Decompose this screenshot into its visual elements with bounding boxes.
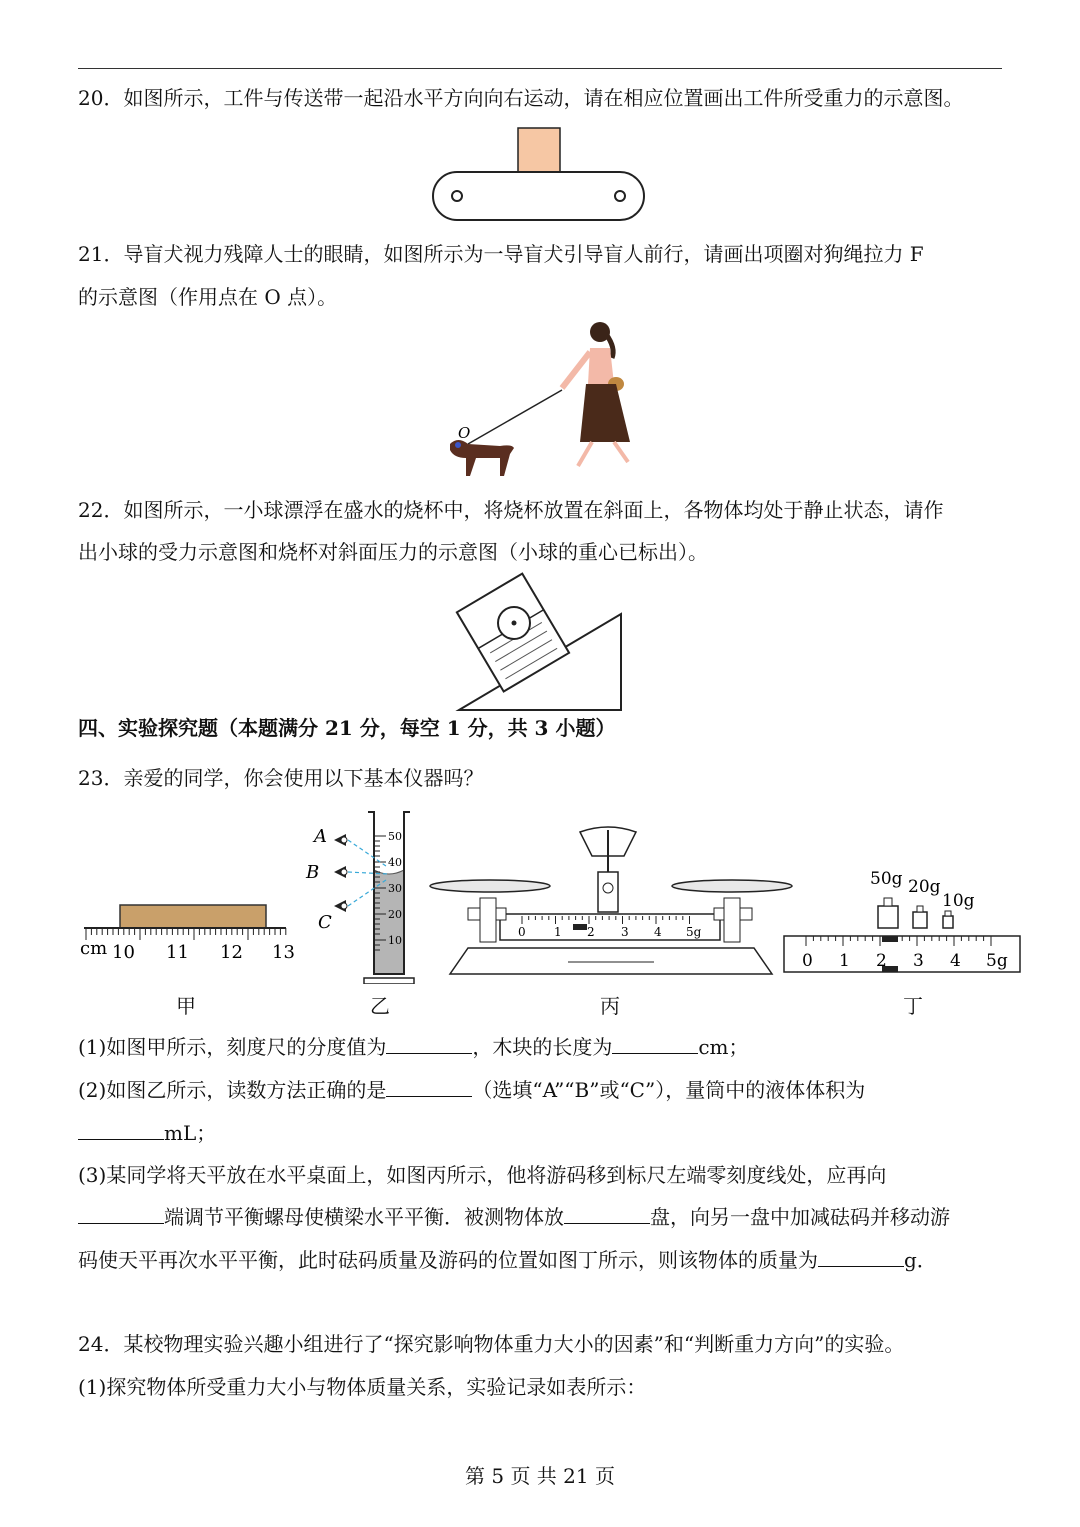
weights-figure: [782, 862, 1024, 976]
slider-scale-label: 0: [802, 951, 813, 971]
weight-label: 20g: [908, 877, 941, 897]
answer-blank[interactable]: [386, 1076, 472, 1097]
page-footer: 第 5 页 共 21 页: [465, 1464, 615, 1488]
q23-part2: (2)如图乙所示，读数方法正确的是 （选填“A”“B”或“C”），量筒中的液体体积为: [78, 1078, 866, 1102]
right-pulley: [615, 191, 625, 201]
ruler-tick-label: 11: [166, 942, 189, 963]
ruler-tick-label: 12: [220, 942, 243, 963]
cylinder-scale-label: 10: [388, 934, 402, 947]
q21-line1: 21．导盲犬视力残障人士的眼睛，如图所示为一导盲犬引导盲人前行，请画出项圈对狗绳拉力 F: [78, 242, 924, 266]
q22-line1: 22．如图所示，一小球漂浮在盛水的烧杯中，将烧杯放置在斜面上，各物体均处于静止状态，请作: [78, 498, 944, 522]
dog-leash: [468, 390, 562, 444]
graduated-cylinder-figure: [300, 808, 420, 984]
answer-blank[interactable]: [386, 1033, 472, 1054]
weight-label: 50g: [870, 869, 903, 889]
q20-text: 20．如图所示，工件与传送带一起沿水平方向向右运动，请在相应位置画出工件所受重力的示意图。: [78, 86, 964, 110]
slider-scale-label: 1: [839, 951, 850, 971]
incline-beaker-figure: [455, 572, 627, 714]
slider-scale: [784, 936, 1020, 972]
answer-blank[interactable]: [564, 1203, 650, 1224]
q23-part1: (1)如图甲所示，刻度尺的分度值为 ，木块的长度为 cm；: [78, 1035, 749, 1059]
q23-part3-line3: 码使天平再次水平平衡，此时砝码质量及游码的位置如图丁所示，则该物体的质量为 g．: [78, 1248, 937, 1272]
caption-bing: 丙: [600, 994, 620, 1018]
balance-figure: [428, 822, 794, 982]
q24-line2: (1)探究物体所受重力大小与物体质量关系，实验记录如表所示：: [78, 1375, 647, 1399]
q21-line2: 的示意图（作用点在 O 点）。: [78, 285, 338, 309]
ruler-tick-label: 10: [112, 942, 135, 963]
section-title: 四、实验探究题（本题满分 21 分，每空 1 分，共 3 小题）: [78, 716, 616, 740]
eye-b-label: B: [306, 862, 320, 883]
answer-blank[interactable]: [612, 1033, 698, 1054]
eye-c-label: C: [318, 912, 332, 933]
workpiece-block: [518, 128, 560, 172]
answer-blank[interactable]: [78, 1203, 164, 1224]
weight-20g: [913, 912, 927, 928]
cylinder-scale-label: 40: [388, 856, 402, 869]
q22-line2: 出小球的受力示意图和烧杯对斜面压力的示意图（小球的重心已标出）。: [78, 540, 708, 564]
slider-scale-label: 5g: [986, 951, 1008, 971]
q23-intro: 23．亲爱的同学，你会使用以下基本仪器吗？: [78, 766, 484, 790]
balance-scale-label: 2: [587, 925, 595, 939]
right-pan: [672, 880, 792, 892]
balance-scale-label: 3: [621, 925, 629, 939]
rider: [573, 924, 587, 930]
caption-ding: 丁: [903, 994, 923, 1018]
answer-blank[interactable]: [78, 1119, 164, 1140]
caption-yi: 乙: [370, 994, 390, 1018]
cylinder-scale-label: 50: [388, 830, 402, 843]
conveyor-belt-figure: [430, 126, 652, 224]
weight-10g: [943, 916, 953, 928]
slider-scale-label: 4: [950, 951, 961, 971]
answer-blank[interactable]: [818, 1246, 904, 1267]
ruler-unit: cm: [80, 938, 108, 959]
guide-dog-figure: [440, 318, 640, 480]
header-rule: [78, 68, 1002, 69]
ruler-figure: [78, 896, 298, 968]
point-o-label: O: [458, 424, 471, 442]
balance-scale-label: 0: [518, 925, 526, 939]
eye-a-label: A: [314, 826, 327, 847]
cylinder-scale-label: 30: [388, 882, 402, 895]
weight-label: 10g: [942, 891, 975, 911]
ruler-tick-label: 13: [272, 942, 295, 963]
q24-line1: 24．某校物理实验兴趣小组进行了“探究影响物体重力大小的因素”和“判断重力方向”的实验。: [78, 1332, 905, 1356]
q23-part3-line2: 端调节平衡螺母使横梁水平平衡．被测物体放 盘，向另一盘中加减砝码并移动游: [78, 1203, 950, 1231]
wood-block: [120, 905, 266, 928]
q23-part2-cont: mL；: [78, 1119, 216, 1147]
balance-scale-label: 4: [654, 925, 662, 939]
q23-part3-line1: (3)某同学将天平放在水平桌面上，如图丙所示，他将游码移到标尺左端零刻度线处，应再向: [78, 1163, 887, 1187]
caption-jia: 甲: [176, 994, 196, 1018]
weight-50g: [878, 906, 898, 928]
slider-scale-label: 3: [913, 951, 924, 971]
balance-scale-label: 1: [554, 925, 562, 939]
balance-base: [450, 948, 772, 974]
balance-scale-label: 5g: [686, 925, 702, 939]
slider-scale-label: 2: [876, 951, 887, 971]
left-pulley: [452, 191, 462, 201]
left-pan: [430, 880, 550, 892]
cylinder-scale-label: 20: [388, 908, 402, 921]
